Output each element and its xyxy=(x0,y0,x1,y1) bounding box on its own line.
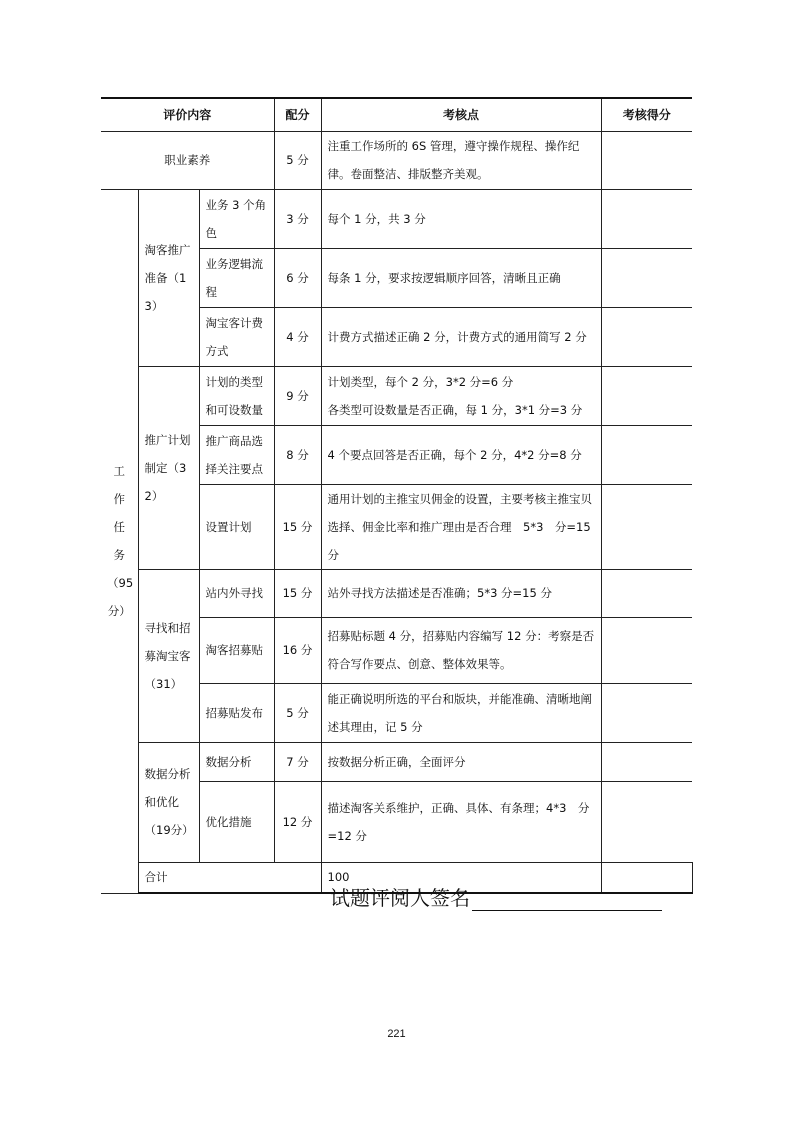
item-score: 16 分 xyxy=(274,617,321,683)
score-cell xyxy=(601,425,692,484)
total-score: 100 xyxy=(321,862,601,893)
item-label: 业务逻辑流程 xyxy=(199,248,274,307)
page-number: 221 xyxy=(387,1028,406,1040)
score-cell xyxy=(601,742,692,781)
item-label: 计划的类型和可设数量 xyxy=(199,366,274,425)
item-score: 12 分 xyxy=(274,781,321,862)
item-desc: 每个 1 分，共 3 分 xyxy=(321,189,601,248)
item-desc: 招募贴标题 4 分，招募贴内容编写 12 分：考察是否符合写作要点、创意、整体效果等。 xyxy=(321,617,601,683)
item-desc: 站外寻找方法描述是否准确；5*3 分=15 分 xyxy=(321,569,601,617)
item-score: 15 分 xyxy=(274,569,321,617)
score-cell xyxy=(601,248,692,307)
item-desc: 4 个要点回答是否正确，每个 2 分，4*2 分=8 分 xyxy=(321,425,601,484)
score-cell xyxy=(601,189,692,248)
item-score: 3 分 xyxy=(274,189,321,248)
item-desc-line: 各类型可设数量是否正确，每 1 分，3*1 分=3 分 xyxy=(327,402,583,417)
score-cell xyxy=(601,781,692,862)
task-char: 务 xyxy=(113,548,125,562)
task-char: 分） xyxy=(107,604,131,618)
item-label: 淘客招募贴 xyxy=(199,617,274,683)
task-char: 任 xyxy=(113,520,125,534)
task-label xyxy=(101,189,138,893)
score-cell xyxy=(601,683,692,742)
score-cell xyxy=(601,307,692,366)
item-desc xyxy=(321,366,601,425)
group-label: 数据分析和优化（19分） xyxy=(138,742,199,862)
header-content: 评价内容 xyxy=(101,98,274,131)
item-desc: 描述淘客关系维护，正确、具体、有条理；4*3 分=12 分 xyxy=(321,781,601,862)
table-row xyxy=(101,131,692,189)
item-score: 7 分 xyxy=(274,742,321,781)
header-points: 考核点 xyxy=(321,98,601,131)
task-char: 工 xyxy=(113,464,125,478)
item-score: 8 分 xyxy=(274,425,321,484)
score-cell xyxy=(601,617,692,683)
header-result: 考核得分 xyxy=(601,98,692,131)
group-label: 推广计划制定（32） xyxy=(138,366,199,569)
item-desc: 每条 1 分，要求按逻辑顺序回答，清晰且正确 xyxy=(321,248,601,307)
scoring-table xyxy=(101,97,692,894)
item-desc: 通用计划的主推宝贝佣金的设置，主要考核主推宝贝选择、佣金比率和推广理由是否合理 5*3 分=15 分 xyxy=(321,484,601,569)
table-row xyxy=(101,366,692,425)
item-desc: 能正确说明所选的平台和版块，并能准确、清晰地阐述其理由，记 5 分 xyxy=(321,683,601,742)
item-label: 业务 3 个角色 xyxy=(199,189,274,248)
item-score: 6 分 xyxy=(274,248,321,307)
score-cell xyxy=(601,366,692,425)
signature-line[interactable] xyxy=(472,886,662,911)
group-label: 淘客推广准备（13） xyxy=(138,189,199,366)
task-char: （95 xyxy=(107,576,134,590)
total-label: 合计 xyxy=(138,862,321,893)
table-row xyxy=(101,569,692,617)
item-label: 淘宝客计费方式 xyxy=(199,307,274,366)
table-header-row xyxy=(101,98,692,131)
item-desc: 按数据分析正确，全面评分 xyxy=(321,742,601,781)
item-label: 推广商品选择关注要点 xyxy=(199,425,274,484)
item-score: 15 分 xyxy=(274,484,321,569)
item-score: 5 分 xyxy=(274,683,321,742)
literacy-score: 5 分 xyxy=(274,131,321,189)
table-row xyxy=(101,189,692,248)
table-row xyxy=(101,742,692,781)
item-desc: 计费方式描述正确 2 分，计费方式的通用简写 2 分 xyxy=(321,307,601,366)
item-desc-line: 计划类型，每个 2 分，3*2 分=6 分 xyxy=(327,374,514,389)
signature-label: 试题评阅人签名 xyxy=(330,886,470,910)
item-score: 9 分 xyxy=(274,366,321,425)
score-cell xyxy=(601,569,692,617)
task-char: 作 xyxy=(113,492,125,506)
literacy-label: 职业素养 xyxy=(101,131,274,189)
item-label: 优化措施 xyxy=(199,781,274,862)
score-cell xyxy=(601,484,692,569)
item-label: 设置计划 xyxy=(199,484,274,569)
group-label: 寻找和招募淘宝客（31） xyxy=(138,569,199,742)
header-score: 配分 xyxy=(274,98,321,131)
score-cell xyxy=(601,131,692,189)
item-label: 站内外寻找 xyxy=(199,569,274,617)
signature-area xyxy=(330,882,662,911)
item-label: 数据分析 xyxy=(199,742,274,781)
literacy-desc: 注重工作场所的 6S 管理，遵守操作规程、操作纪律。卷面整洁、排版整齐美观。 xyxy=(321,131,601,189)
item-label: 招募贴发布 xyxy=(199,683,274,742)
item-score: 4 分 xyxy=(274,307,321,366)
